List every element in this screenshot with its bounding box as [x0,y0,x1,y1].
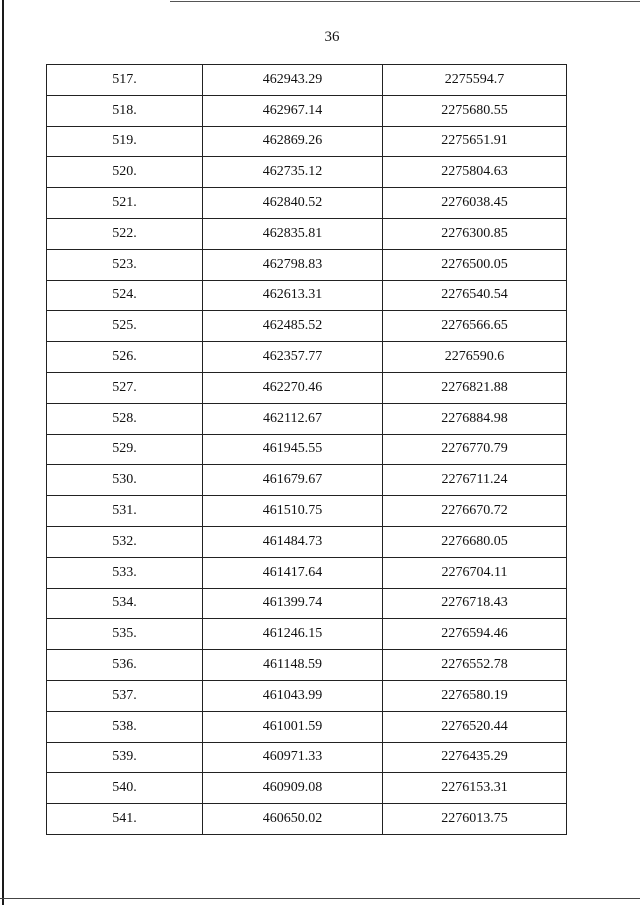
x-coordinate-cell: 461246.15 [203,619,383,650]
row-index-cell: 522. [47,218,203,249]
y-coordinate-cell: 2276884.98 [383,403,567,434]
row-index-cell: 536. [47,650,203,681]
y-coordinate-cell: 2276718.43 [383,588,567,619]
x-coordinate-cell: 461484.73 [203,526,383,557]
table-row [47,496,567,527]
y-coordinate-cell: 2276590.6 [383,342,567,373]
x-coordinate-cell: 462967.14 [203,95,383,126]
table-row [47,742,567,773]
x-coordinate-cell: 461043.99 [203,680,383,711]
y-coordinate-cell: 2276704.11 [383,557,567,588]
table-row [47,619,567,650]
x-coordinate-cell: 462735.12 [203,157,383,188]
table-row [47,280,567,311]
row-index-cell: 521. [47,188,203,219]
y-coordinate-cell: 2276520.44 [383,711,567,742]
row-index-cell: 540. [47,773,203,804]
scan-top-edge [170,1,640,2]
y-coordinate-cell: 2275594.7 [383,65,567,96]
scan-left-edge [2,0,4,905]
table-row [47,403,567,434]
x-coordinate-cell: 462835.81 [203,218,383,249]
x-coordinate-cell: 461679.67 [203,465,383,496]
y-coordinate-cell: 2276500.05 [383,249,567,280]
table-row [47,65,567,96]
row-index-cell: 524. [47,280,203,311]
table-row [47,588,567,619]
x-coordinate-cell: 461945.55 [203,434,383,465]
x-coordinate-cell: 462869.26 [203,126,383,157]
row-index-cell: 525. [47,311,203,342]
scan-bottom-edge [0,898,640,899]
table-row [47,372,567,403]
x-coordinate-cell: 461399.74 [203,588,383,619]
x-coordinate-cell: 461510.75 [203,496,383,527]
x-coordinate-cell: 462270.46 [203,372,383,403]
y-coordinate-cell: 2276670.72 [383,496,567,527]
row-index-cell: 519. [47,126,203,157]
row-index-cell: 537. [47,680,203,711]
y-coordinate-cell: 2276680.05 [383,526,567,557]
row-index-cell: 526. [47,342,203,373]
y-coordinate-cell: 2276770.79 [383,434,567,465]
y-coordinate-cell: 2276540.54 [383,280,567,311]
row-index-cell: 528. [47,403,203,434]
x-coordinate-cell: 462613.31 [203,280,383,311]
table-row [47,650,567,681]
row-index-cell: 534. [47,588,203,619]
y-coordinate-cell: 2276300.85 [383,218,567,249]
table-row [47,157,567,188]
x-coordinate-cell: 460909.08 [203,773,383,804]
table-row [47,188,567,219]
table-row [47,126,567,157]
row-index-cell: 517. [47,65,203,96]
row-index-cell: 531. [47,496,203,527]
table-row [47,773,567,804]
row-index-cell: 539. [47,742,203,773]
coordinates-table-body [47,65,567,835]
y-coordinate-cell: 2276711.24 [383,465,567,496]
table-row [47,557,567,588]
y-coordinate-cell: 2276594.46 [383,619,567,650]
row-index-cell: 529. [47,434,203,465]
table-row [47,342,567,373]
y-coordinate-cell: 2276552.78 [383,650,567,681]
y-coordinate-cell: 2276013.75 [383,804,567,835]
y-coordinate-cell: 2276566.65 [383,311,567,342]
table-row [47,95,567,126]
coordinates-table [46,64,567,835]
table-row [47,711,567,742]
x-coordinate-cell: 462357.77 [203,342,383,373]
table-row [47,465,567,496]
row-index-cell: 535. [47,619,203,650]
y-coordinate-cell: 2275680.55 [383,95,567,126]
row-index-cell: 532. [47,526,203,557]
row-index-cell: 523. [47,249,203,280]
table-row [47,434,567,465]
y-coordinate-cell: 2276821.88 [383,372,567,403]
table-row [47,218,567,249]
table-row [47,680,567,711]
row-index-cell: 538. [47,711,203,742]
y-coordinate-cell: 2276038.45 [383,188,567,219]
x-coordinate-cell: 462943.29 [203,65,383,96]
y-coordinate-cell: 2275651.91 [383,126,567,157]
y-coordinate-cell: 2276580.19 [383,680,567,711]
row-index-cell: 520. [47,157,203,188]
row-index-cell: 530. [47,465,203,496]
x-coordinate-cell: 462485.52 [203,311,383,342]
table-row [47,526,567,557]
table-row [47,804,567,835]
row-index-cell: 533. [47,557,203,588]
x-coordinate-cell: 461417.64 [203,557,383,588]
x-coordinate-cell: 462840.52 [203,188,383,219]
y-coordinate-cell: 2276435.29 [383,742,567,773]
x-coordinate-cell: 461001.59 [203,711,383,742]
row-index-cell: 518. [47,95,203,126]
row-index-cell: 527. [47,372,203,403]
row-index-cell: 541. [47,804,203,835]
table-row [47,249,567,280]
y-coordinate-cell: 2276153.31 [383,773,567,804]
x-coordinate-cell: 460971.33 [203,742,383,773]
x-coordinate-cell: 460650.02 [203,804,383,835]
y-coordinate-cell: 2275804.63 [383,157,567,188]
x-coordinate-cell: 461148.59 [203,650,383,681]
table-row [47,311,567,342]
x-coordinate-cell: 462798.83 [203,249,383,280]
page-number: 36 [324,29,340,45]
x-coordinate-cell: 462112.67 [203,403,383,434]
